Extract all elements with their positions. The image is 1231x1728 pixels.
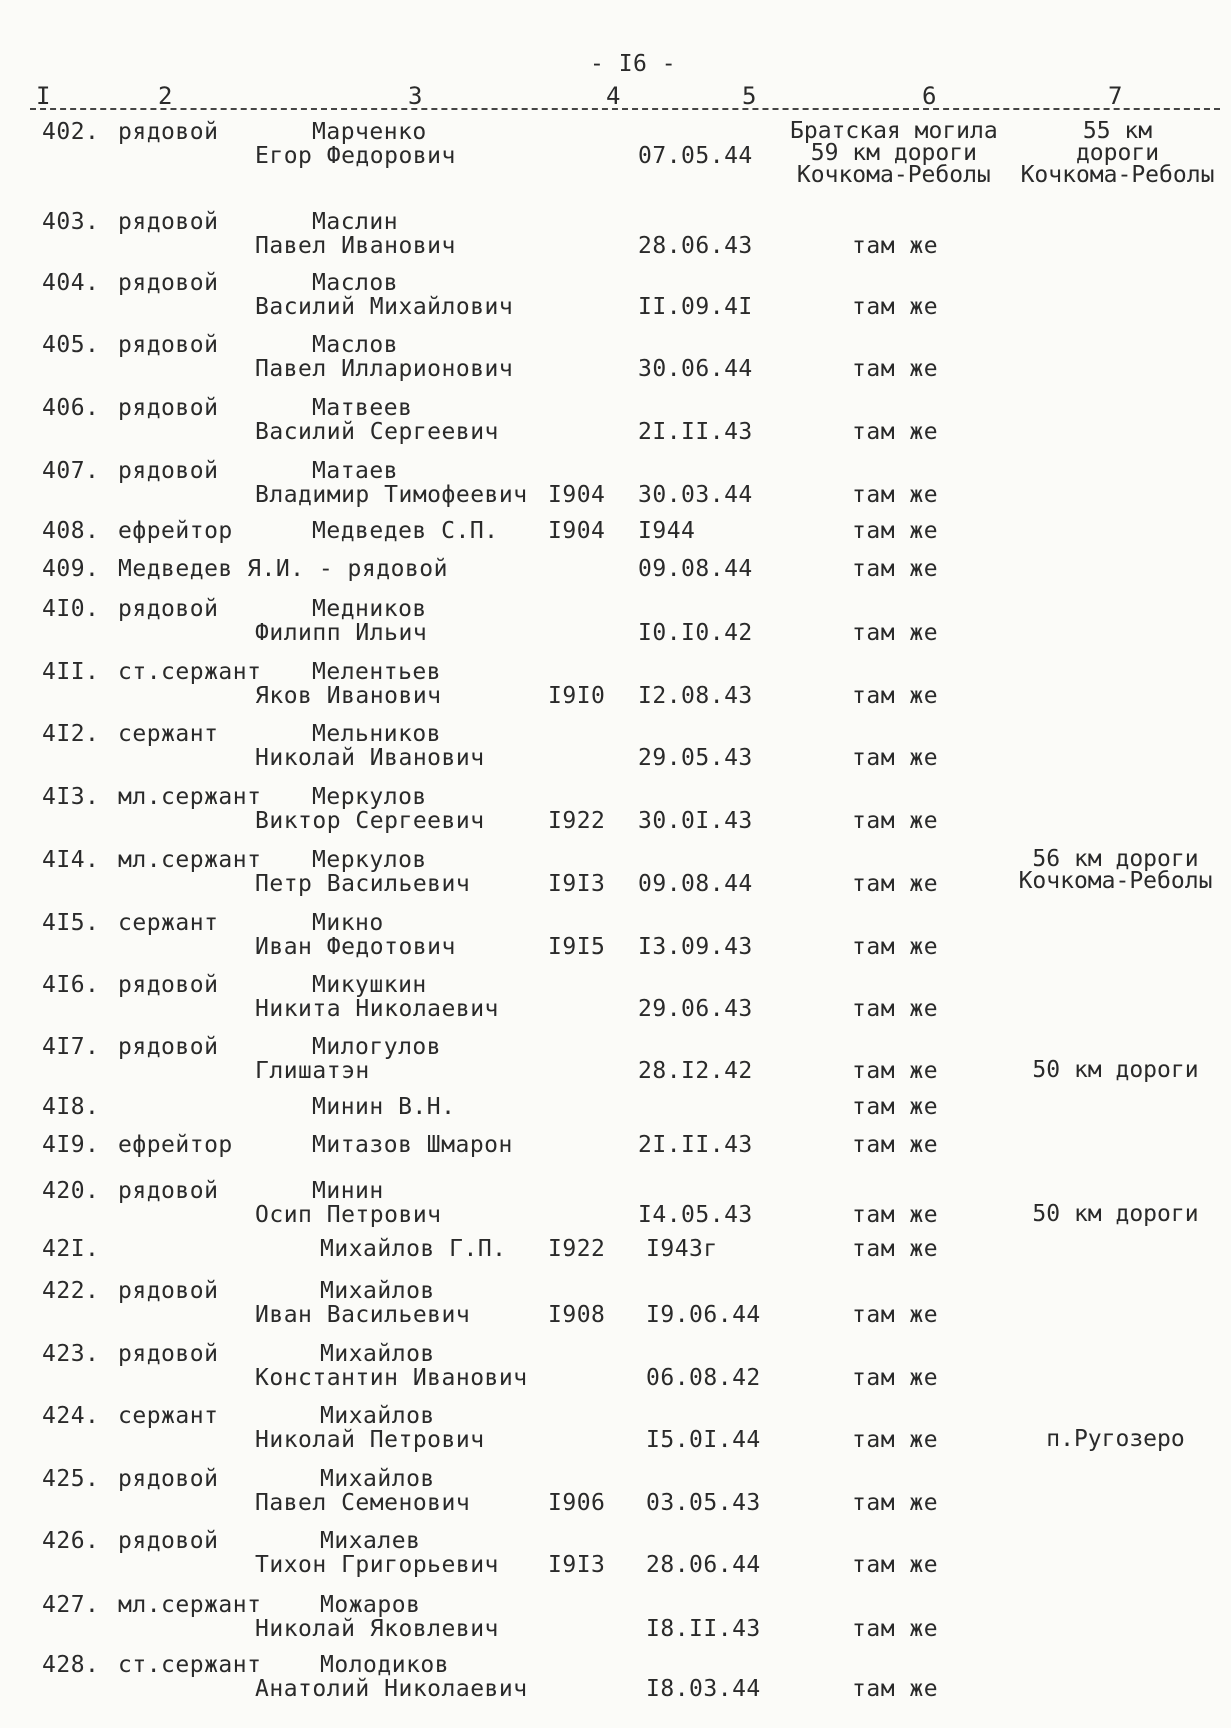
given-name: Анатолий Николаевич — [255, 1676, 528, 1702]
row-number: 408. — [42, 518, 100, 544]
surname: Митазов Шмарон — [312, 1132, 513, 1158]
death-date: 06.08.42 — [646, 1365, 761, 1391]
row-number: 428. — [42, 1652, 100, 1678]
row-number: 404. — [42, 270, 100, 296]
column-header-5: 5 — [742, 82, 757, 110]
burial-place: там же — [852, 871, 939, 897]
row-number: 4II. — [42, 659, 100, 685]
row-number: 4I9. — [42, 1132, 100, 1158]
burial-place: там же — [852, 745, 939, 771]
death-date: 30.03.44 — [638, 482, 753, 508]
burial-place: там же — [852, 556, 939, 582]
rank: рядовой — [118, 1341, 219, 1367]
row-number: 422. — [42, 1278, 100, 1304]
surname: Марченко — [312, 119, 427, 145]
rank: рядовой — [118, 332, 219, 358]
row-number: 4I2. — [42, 721, 100, 747]
rank: рядовой — [118, 972, 219, 998]
surname: Михайлов Г.П. — [320, 1236, 507, 1262]
rank: ефрейтор — [118, 518, 233, 544]
burial-place: там же — [852, 1058, 939, 1084]
rank: ст.сержант — [118, 659, 262, 685]
row-number: 4I0. — [42, 596, 100, 622]
row-number: 423. — [42, 1341, 100, 1367]
surname: Минин В.Н. — [312, 1094, 456, 1120]
row-number: 420. — [42, 1178, 100, 1204]
burial-place: там же — [852, 996, 939, 1022]
given-name: Глишатэн — [255, 1058, 370, 1084]
death-date: I0.I0.42 — [638, 620, 753, 646]
burial-place: там же — [852, 1132, 939, 1158]
rank: рядовой — [118, 1034, 219, 1060]
rank: мл.сержант — [118, 784, 262, 810]
birth-year: I904 — [548, 482, 606, 508]
burial-place: там же — [852, 808, 939, 834]
burial-place: там же — [852, 518, 939, 544]
rank: сержант — [118, 910, 219, 936]
header-separator — [30, 108, 1220, 110]
death-date: I4.05.43 — [638, 1202, 753, 1228]
surname: Матвеев — [312, 395, 413, 421]
row-number: 406. — [42, 395, 100, 421]
note: 50 км дороги — [1032, 1201, 1199, 1227]
column-header-2: 2 — [158, 82, 173, 110]
rank: мл.сержант — [118, 847, 262, 873]
row-number: 409. — [42, 556, 100, 582]
birth-year: I9I5 — [548, 934, 606, 960]
row-number: 4I4. — [42, 847, 100, 873]
surname: Матаев — [312, 458, 399, 484]
surname: Мелентьев — [312, 659, 442, 685]
column-header-6: 6 — [922, 82, 937, 110]
death-date: I943г — [646, 1236, 718, 1262]
birth-year: I9I0 — [548, 683, 606, 709]
burial-place: там же — [852, 1616, 939, 1642]
rank: мл.сержант — [118, 1592, 262, 1618]
given-name: Филипп Ильич — [255, 620, 428, 646]
birth-year: I908 — [548, 1302, 606, 1328]
burial-place: там же — [852, 934, 939, 960]
death-date: I2.08.43 — [638, 683, 753, 709]
death-date: I944 — [638, 518, 696, 544]
surname: Михалев — [320, 1528, 421, 1554]
burial-place: там же — [852, 294, 939, 320]
rank: рядовой — [118, 1528, 219, 1554]
given-name: Егор Федорович — [255, 143, 456, 169]
death-date: 09.08.44 — [638, 556, 753, 582]
burial-place: Братская могила 59 км дороги Кочкома-Реболы — [790, 118, 998, 188]
row-number: 407. — [42, 458, 100, 484]
column-header-4: 4 — [606, 82, 621, 110]
given-name: Петр Васильевич — [255, 871, 471, 897]
death-date: I8.03.44 — [646, 1676, 761, 1702]
burial-place: там же — [852, 1094, 939, 1120]
given-name: Константин Иванович — [255, 1365, 528, 1391]
row-number: 403. — [42, 209, 100, 235]
rank: рядовой — [118, 395, 219, 421]
surname: Меркулов — [312, 784, 427, 810]
row-number: 425. — [42, 1466, 100, 1492]
column-header-1: I — [36, 82, 51, 110]
given-name: Павел Семенович — [255, 1490, 471, 1516]
birth-year: I904 — [548, 518, 606, 544]
burial-place: там же — [852, 482, 939, 508]
surname: Маслов — [312, 332, 399, 358]
burial-place: там же — [852, 233, 939, 259]
death-date: I5.0I.44 — [646, 1427, 761, 1453]
birth-year: I9I3 — [548, 871, 606, 897]
given-name: Осип Петрович — [255, 1202, 442, 1228]
given-name: Тихон Григорьевич — [255, 1552, 499, 1578]
death-date: I9.06.44 — [646, 1302, 761, 1328]
death-date: I3.09.43 — [638, 934, 753, 960]
surname: Михайлов — [320, 1403, 435, 1429]
given-name: Василий Сергеевич — [255, 419, 499, 445]
rank: рядовой — [118, 1466, 219, 1492]
given-name: Николай Иванович — [255, 745, 485, 771]
death-date: 2I.II.43 — [638, 1132, 753, 1158]
burial-place: там же — [852, 620, 939, 646]
page-number: - I6 - — [590, 51, 677, 77]
column-header-3: 3 — [408, 82, 423, 110]
surname: Меркулов — [312, 847, 427, 873]
surname: Микно — [312, 910, 384, 936]
surname: Милогулов — [312, 1034, 442, 1060]
death-date: 30.0I.43 — [638, 808, 753, 834]
surname: Михайлов — [320, 1466, 435, 1492]
death-date: 03.05.43 — [646, 1490, 761, 1516]
given-name: Павел Иванович — [255, 233, 456, 259]
row-number: 42I. — [42, 1236, 100, 1262]
death-date: I8.II.43 — [646, 1616, 761, 1642]
burial-place: там же — [852, 1302, 939, 1328]
surname: Минин — [312, 1178, 384, 1204]
surname: Медников — [312, 596, 427, 622]
rank: рядовой — [118, 270, 219, 296]
given-name: Яков Иванович — [255, 683, 442, 709]
death-date: II.09.4I — [638, 294, 753, 320]
burial-place: там же — [852, 1490, 939, 1516]
birth-year: I9I3 — [548, 1552, 606, 1578]
burial-place: там же — [852, 1552, 939, 1578]
rank: рядовой — [118, 209, 219, 235]
burial-place: там же — [852, 1202, 939, 1228]
rank: ст.сержант — [118, 1652, 262, 1678]
row-number: 4I7. — [42, 1034, 100, 1060]
rank: рядовой — [118, 1278, 219, 1304]
given-name: Никита Николаевич — [255, 996, 499, 1022]
death-date: 2I.II.43 — [638, 419, 753, 445]
row-number: 426. — [42, 1528, 100, 1554]
death-date: 28.I2.42 — [638, 1058, 753, 1084]
rank: сержант — [118, 1403, 219, 1429]
rank: рядовой — [118, 1178, 219, 1204]
surname: Маслин — [312, 209, 399, 235]
burial-place: там же — [852, 1236, 939, 1262]
burial-place: там же — [852, 1676, 939, 1702]
row-number: 4I8. — [42, 1094, 100, 1120]
surname: Михайлов — [320, 1341, 435, 1367]
given-name: Павел Илларионович — [255, 356, 514, 382]
surname: Мельников — [312, 721, 442, 747]
note: 55 км дороги Кочкома-Реболы — [1020, 118, 1215, 188]
rank: рядовой — [118, 458, 219, 484]
rank: рядовой — [118, 119, 219, 145]
death-date: 09.08.44 — [638, 871, 753, 897]
row-number: 427. — [42, 1592, 100, 1618]
birth-year: I906 — [548, 1490, 606, 1516]
death-date: 29.05.43 — [638, 745, 753, 771]
column-header-7: 7 — [1108, 82, 1123, 110]
rank: рядовой — [118, 596, 219, 622]
rank: сержант — [118, 721, 219, 747]
death-date: 29.06.43 — [638, 996, 753, 1022]
row-number: 424. — [42, 1403, 100, 1429]
row-number: 4I5. — [42, 910, 100, 936]
surname: Медведев С.П. — [312, 518, 499, 544]
given-name: Иван Федотович — [255, 934, 456, 960]
surname: Михайлов — [320, 1278, 435, 1304]
row-number: 402. — [42, 119, 100, 145]
row-number: 405. — [42, 332, 100, 358]
surname: Маслов — [312, 270, 399, 296]
birth-year: I922 — [548, 1236, 606, 1262]
given-name: Василий Михайлович — [255, 294, 514, 320]
burial-place: там же — [852, 419, 939, 445]
row-number: 4I3. — [42, 784, 100, 810]
given-name: Владимир Тимофеевич — [255, 482, 528, 508]
death-date: 28.06.43 — [638, 233, 753, 259]
death-date: 30.06.44 — [638, 356, 753, 382]
note: 56 км дороги Кочкома-Реболы — [1018, 846, 1213, 894]
burial-place: там же — [852, 356, 939, 382]
burial-place: там же — [852, 1365, 939, 1391]
given-name: Иван Васильевич — [255, 1302, 471, 1328]
surname: Молодиков — [320, 1652, 450, 1678]
given-name: Виктор Сергеевич — [255, 808, 485, 834]
burial-place: там же — [852, 683, 939, 709]
rank: ефрейтор — [118, 1132, 233, 1158]
row-number: 4I6. — [42, 972, 100, 998]
death-date: 28.06.44 — [646, 1552, 761, 1578]
surname: Микушкин — [312, 972, 427, 998]
burial-place: там же — [852, 1427, 939, 1453]
birth-year: I922 — [548, 808, 606, 834]
surname: Можаров — [320, 1592, 421, 1618]
given-name: Николай Яковлевич — [255, 1616, 499, 1642]
note: 50 км дороги — [1032, 1057, 1199, 1083]
given-name: Николай Петрович — [255, 1427, 485, 1453]
death-date: 07.05.44 — [638, 143, 753, 169]
rank: Медведев Я.И. - рядовой — [118, 556, 448, 582]
note: п.Ругозеро — [1046, 1426, 1185, 1452]
